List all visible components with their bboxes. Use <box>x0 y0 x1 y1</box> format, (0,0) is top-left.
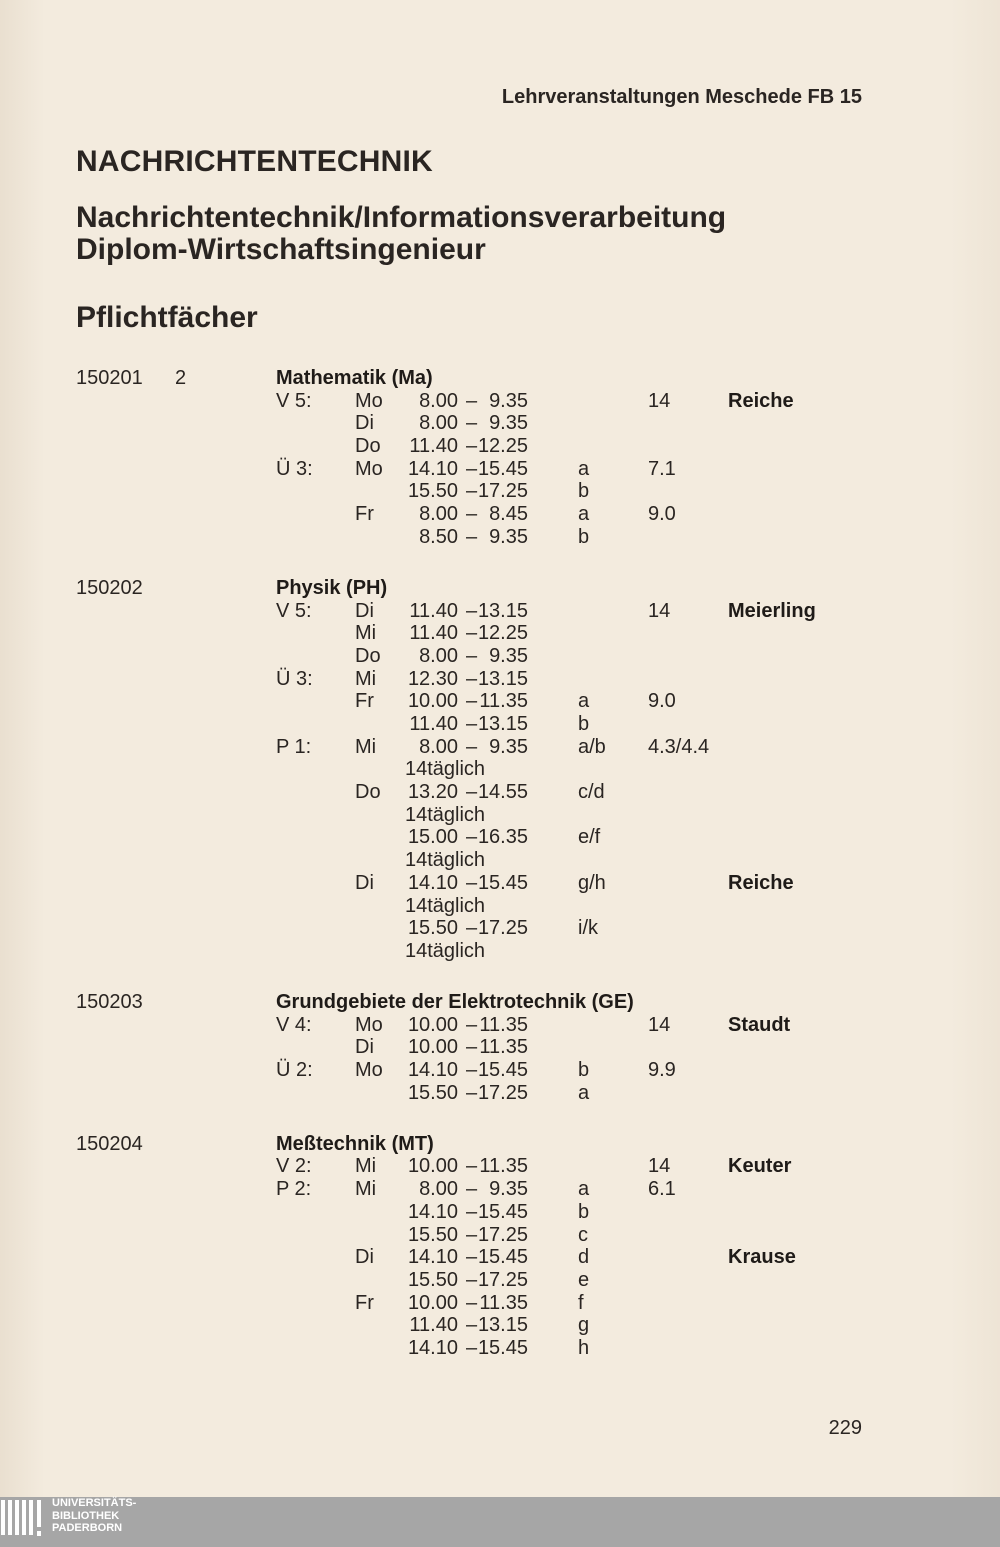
schedule-row <box>0 826 1000 849</box>
weekday: Mi <box>355 1178 377 1201</box>
time-end: 11.35 <box>479 690 528 713</box>
time-end: 14.55 <box>477 781 528 804</box>
group: c <box>578 1223 588 1246</box>
time-end: 9.35 <box>489 735 528 758</box>
room: 14 <box>648 1013 671 1036</box>
time-end: 17.25 <box>477 480 528 503</box>
schedule-row <box>0 503 1000 526</box>
weekday: Mi <box>355 622 377 645</box>
time-end: 15.45 <box>477 1336 528 1359</box>
course-type: V 2: <box>276 1155 312 1178</box>
schedule-row <box>0 713 1000 736</box>
time-end: 17.25 <box>477 1081 528 1104</box>
time-start: 14.10 <box>407 457 458 480</box>
schedule-row <box>0 804 1000 827</box>
time-start: 15.50 <box>407 1268 458 1291</box>
group: a <box>578 457 590 480</box>
library-footer-bar <box>0 1497 1000 1547</box>
time-start: 12.30 <box>407 667 458 690</box>
time-start: 8.50 <box>419 525 458 548</box>
room: 7.1 <box>648 457 676 480</box>
schedule-row <box>0 412 1000 435</box>
time-end: 11.35 <box>479 1013 528 1036</box>
course-name: Meßtechnik (MT) <box>276 1132 434 1155</box>
schedule-row <box>0 895 1000 918</box>
schedule-row <box>0 781 1000 804</box>
weekday: Do <box>355 435 381 458</box>
group: b <box>578 1059 590 1082</box>
course-number: 150203 <box>76 990 143 1013</box>
subtitle-line: Diplom-Wirtschaftsingenieur <box>76 233 486 266</box>
time-separator: – <box>466 781 478 804</box>
time-start: 8.00 <box>419 503 458 526</box>
course-type: P 2: <box>276 1178 312 1201</box>
schedule-row <box>0 1036 1000 1059</box>
group: b <box>578 713 590 736</box>
time-separator: – <box>466 389 478 412</box>
lecturer: Keuter <box>728 1155 792 1178</box>
time-start: 11.40 <box>409 435 458 458</box>
schedule-row <box>0 872 1000 895</box>
library-logo-icon <box>0 1497 46 1547</box>
frequency-note: 14täglich <box>405 894 486 917</box>
room: 9.0 <box>648 690 676 713</box>
course-type: Ü 3: <box>276 667 313 690</box>
time-end: 15.45 <box>477 1200 528 1223</box>
time-end: 16.35 <box>477 826 528 849</box>
time-end: 15.45 <box>477 1246 528 1269</box>
time-separator: – <box>466 1336 478 1359</box>
time-separator: – <box>466 917 478 940</box>
schedule-row <box>0 1246 1000 1269</box>
time-end: 13.15 <box>477 599 528 622</box>
schedule-row <box>0 480 1000 503</box>
time-end: 17.25 <box>477 1268 528 1291</box>
group: g/h <box>578 871 606 894</box>
time-start: 14.10 <box>407 871 458 894</box>
course-type: Ü 3: <box>276 457 313 480</box>
weekday: Di <box>355 871 374 894</box>
time-end: 9.35 <box>489 412 528 435</box>
time-end: 9.35 <box>489 389 528 412</box>
time-end: 8.45 <box>489 503 528 526</box>
time-separator: – <box>466 480 478 503</box>
group: a <box>578 1178 590 1201</box>
group: g <box>578 1314 590 1337</box>
course-header <box>0 577 1000 600</box>
time-end: 9.35 <box>489 644 528 667</box>
weekday: Fr <box>355 503 374 526</box>
group: i/k <box>578 917 598 940</box>
schedule-row <box>0 1155 1000 1178</box>
course-type: V 5: <box>276 599 312 622</box>
section-heading: Pflichtfächer <box>76 301 258 334</box>
subtitle-line: Nachrichtentechnik/Informationsverarbeitung <box>76 201 727 234</box>
time-start: 11.40 <box>409 622 458 645</box>
time-separator: – <box>466 435 478 458</box>
time-separator: – <box>466 1155 478 1178</box>
course-number: 150202 <box>76 576 143 599</box>
schedule-row <box>0 1314 1000 1337</box>
weekday: Fr <box>355 690 374 713</box>
time-start: 8.00 <box>419 1178 458 1201</box>
course-number: 150204 <box>76 1132 143 1155</box>
schedule-row <box>0 435 1000 458</box>
schedule-row <box>0 622 1000 645</box>
time-start: 11.40 <box>409 713 458 736</box>
time-separator: – <box>466 1268 478 1291</box>
schedule-row <box>0 600 1000 623</box>
weekday: Mi <box>355 735 377 758</box>
frequency-note: 14täglich <box>405 803 486 826</box>
time-end: 12.25 <box>477 435 528 458</box>
library-name-line: UNIVERSITÄTS- <box>52 1497 137 1509</box>
time-separator: – <box>466 871 478 894</box>
group: f <box>578 1291 584 1314</box>
weekday: Mi <box>355 667 377 690</box>
weekday: Di <box>355 1036 374 1059</box>
course-type: V 4: <box>276 1013 312 1036</box>
time-start: 10.00 <box>407 1036 458 1059</box>
time-start: 8.00 <box>419 412 458 435</box>
time-start: 8.00 <box>419 389 458 412</box>
time-start: 15.50 <box>407 1081 458 1104</box>
course-type: V 5: <box>276 389 312 412</box>
group: b <box>578 525 590 548</box>
schedule-row <box>0 1014 1000 1037</box>
group: b <box>578 1200 590 1223</box>
time-separator: – <box>466 1200 478 1223</box>
time-start: 8.00 <box>419 644 458 667</box>
time-start: 13.20 <box>407 781 458 804</box>
schedule-row <box>0 758 1000 781</box>
weekday: Di <box>355 412 374 435</box>
time-separator: – <box>466 713 478 736</box>
time-end: 15.45 <box>477 871 528 894</box>
lecturer: Reiche <box>728 389 794 412</box>
time-end: 11.35 <box>479 1155 528 1178</box>
course-name: Grundgebiete der Elektrotechnik (GE) <box>276 990 634 1013</box>
room: 14 <box>648 1155 671 1178</box>
time-separator: – <box>466 525 478 548</box>
time-separator: – <box>466 1013 478 1036</box>
schedule-row <box>0 526 1000 549</box>
schedule-row <box>0 849 1000 872</box>
course-name: Mathematik (Ma) <box>276 367 433 389</box>
course-number: 150201 <box>76 367 143 389</box>
room: 14 <box>648 389 671 412</box>
weekday: Mi <box>355 1155 377 1178</box>
frequency-note: 14täglich <box>405 758 486 781</box>
page-number: 229 <box>828 1417 862 1439</box>
time-end: 15.45 <box>477 1059 528 1082</box>
library-name-line: BIBLIOTHEK <box>52 1509 120 1522</box>
time-end: 9.35 <box>489 1178 528 1201</box>
course-header <box>0 1133 1000 1156</box>
time-start: 14.10 <box>407 1336 458 1359</box>
page-title: NACHRICHTENTECHNIK <box>76 145 433 178</box>
course-extra-number: 2 <box>175 367 187 389</box>
group: b <box>578 480 590 503</box>
time-start: 10.00 <box>407 690 458 713</box>
time-end: 17.25 <box>477 1223 528 1246</box>
course-type: P 1: <box>276 735 312 758</box>
course-type: Ü 2: <box>276 1059 313 1082</box>
time-separator: – <box>466 1081 478 1104</box>
lecturer: Staudt <box>728 1013 791 1036</box>
time-separator: – <box>466 599 478 622</box>
time-separator: – <box>466 1246 478 1269</box>
time-start: 14.10 <box>407 1246 458 1269</box>
course-block <box>0 577 1000 963</box>
time-separator: – <box>466 1036 478 1059</box>
course-header <box>0 367 1000 390</box>
time-separator: – <box>466 826 478 849</box>
schedule-row <box>0 1224 1000 1247</box>
time-separator: – <box>466 644 478 667</box>
room: 6.1 <box>648 1178 676 1201</box>
time-end: 12.25 <box>477 622 528 645</box>
time-separator: – <box>466 690 478 713</box>
time-separator: – <box>466 622 478 645</box>
room: 9.9 <box>648 1059 676 1082</box>
group: d <box>578 1246 590 1269</box>
subtitle <box>76 202 726 266</box>
time-separator: – <box>466 1314 478 1337</box>
lecturer: Reiche <box>728 871 794 894</box>
schedule-row <box>0 1201 1000 1224</box>
time-separator: – <box>466 1178 478 1201</box>
schedule-row <box>0 690 1000 713</box>
time-start: 14.10 <box>407 1200 458 1223</box>
schedule-row <box>0 1082 1000 1105</box>
group: a <box>578 690 590 713</box>
time-start: 8.00 <box>419 735 458 758</box>
room: 4.3/4.4 <box>648 735 710 758</box>
time-start: 10.00 <box>407 1013 458 1036</box>
group: e <box>578 1268 590 1291</box>
lecturer: Meierling <box>728 599 816 622</box>
schedule-row <box>0 645 1000 668</box>
schedule-row <box>0 940 1000 963</box>
time-end: 13.15 <box>477 1314 528 1337</box>
weekday: Fr <box>355 1291 374 1314</box>
weekday: Mo <box>355 1059 383 1082</box>
group: e/f <box>578 826 601 849</box>
group: a/b <box>578 735 606 758</box>
schedule-row <box>0 736 1000 759</box>
time-separator: – <box>466 1223 478 1246</box>
schedule-row <box>0 390 1000 413</box>
course-name: Physik (PH) <box>276 576 388 599</box>
time-start: 14.10 <box>407 1059 458 1082</box>
time-end: 9.35 <box>489 525 528 548</box>
schedule-row <box>0 917 1000 940</box>
time-end: 13.15 <box>477 713 528 736</box>
schedule-row <box>0 458 1000 481</box>
time-start: 11.40 <box>409 1314 458 1337</box>
weekday: Di <box>355 599 374 622</box>
group: a <box>578 503 590 526</box>
time-separator: – <box>466 667 478 690</box>
time-end: 17.25 <box>477 917 528 940</box>
course-block <box>0 367 1000 549</box>
weekday: Di <box>355 1246 374 1269</box>
time-start: 10.00 <box>407 1291 458 1314</box>
weekday: Do <box>355 781 381 804</box>
time-separator: – <box>466 503 478 526</box>
room: 9.0 <box>648 503 676 526</box>
time-start: 11.40 <box>409 599 458 622</box>
time-separator: – <box>466 457 478 480</box>
time-start: 15.00 <box>407 826 458 849</box>
course-block <box>0 1133 1000 1360</box>
lecturer: Krause <box>728 1246 796 1269</box>
time-end: 11.35 <box>479 1036 528 1059</box>
schedule-row <box>0 668 1000 691</box>
time-start: 10.00 <box>407 1155 458 1178</box>
library-name <box>52 1497 136 1535</box>
time-separator: – <box>466 1291 478 1314</box>
weekday: Do <box>355 644 381 667</box>
weekday: Mo <box>355 457 383 480</box>
schedule-row <box>0 1178 1000 1201</box>
time-end: 15.45 <box>477 457 528 480</box>
weekday: Mo <box>355 1013 383 1036</box>
time-separator: – <box>466 735 478 758</box>
frequency-note: 14täglich <box>405 939 486 962</box>
time-start: 15.50 <box>407 917 458 940</box>
time-start: 15.50 <box>407 1223 458 1246</box>
group: c/d <box>578 781 605 804</box>
schedule-row <box>0 1059 1000 1082</box>
schedule-row <box>0 1269 1000 1292</box>
library-name-line: PADERBORN <box>52 1522 123 1534</box>
room: 14 <box>648 599 671 622</box>
time-end: 11.35 <box>479 1291 528 1314</box>
time-end: 13.15 <box>477 667 528 690</box>
group: h <box>578 1336 590 1359</box>
running-title: Lehrveranstaltungen Meschede FB 15 <box>501 86 862 108</box>
time-separator: – <box>466 1059 478 1082</box>
course-list <box>0 367 1000 1388</box>
course-header <box>0 991 1000 1014</box>
group: a <box>578 1081 590 1104</box>
time-separator: – <box>466 412 478 435</box>
schedule-row <box>0 1337 1000 1360</box>
frequency-note: 14täglich <box>405 849 486 872</box>
schedule-row <box>0 1292 1000 1315</box>
course-block <box>0 991 1000 1104</box>
weekday: Mo <box>355 389 383 412</box>
time-start: 15.50 <box>407 480 458 503</box>
